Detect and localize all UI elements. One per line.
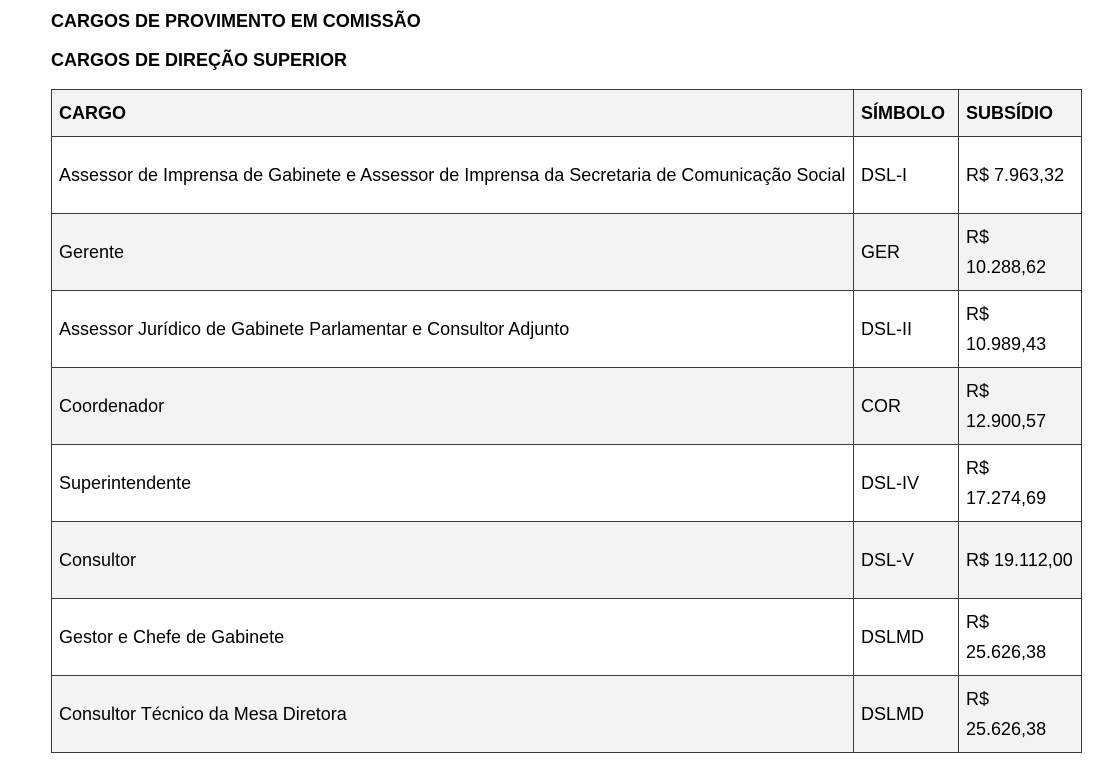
- cell-simbolo: DSLMD: [854, 676, 959, 753]
- cell-subsidio: R$ 12.900,57: [959, 368, 1082, 445]
- cell-cargo: Assessor Jurídico de Gabinete Parlamentar e Consultor Adjunto: [52, 291, 854, 368]
- cell-subsidio: R$ 25.626,38: [959, 676, 1082, 753]
- table-row: [52, 676, 1082, 753]
- cell-simbolo: DSL-II: [854, 291, 959, 368]
- cell-subsidio: R$ 10.989,43: [959, 291, 1082, 368]
- cell-cargo: Consultor: [52, 522, 854, 599]
- cell-cargo: Gestor e Chefe de Gabinete: [52, 599, 854, 676]
- cell-simbolo: DSLMD: [854, 599, 959, 676]
- cell-subsidio: R$ 25.626,38: [959, 599, 1082, 676]
- table-row: [52, 214, 1082, 291]
- section-title: CARGOS DE DIREÇÃO SUPERIOR: [51, 50, 348, 70]
- cargos-table: [51, 89, 1082, 753]
- cell-subsidio: R$ 17.274,69: [959, 445, 1082, 522]
- header-cargo: CARGO: [52, 90, 854, 137]
- table-row: [52, 368, 1082, 445]
- table-row: [52, 522, 1082, 599]
- table-row: [52, 599, 1082, 676]
- table-row: [52, 291, 1082, 368]
- cell-simbolo: DSL-V: [854, 522, 959, 599]
- header-subsidio: SUBSÍDIO: [959, 90, 1082, 137]
- cell-subsidio: R$ 7.963,32: [959, 137, 1082, 214]
- cell-subsidio: R$ 10.288,62: [959, 214, 1082, 291]
- cell-simbolo: GER: [854, 214, 959, 291]
- cell-simbolo: DSL-IV: [854, 445, 959, 522]
- cell-cargo: Assessor de Imprensa de Gabinete e Assessor de Imprensa da Secretaria de Comunicação Social: [52, 137, 854, 214]
- cell-simbolo: COR: [854, 368, 959, 445]
- cell-subsidio: R$ 19.112,00: [959, 522, 1082, 599]
- cell-cargo: Superintendente: [52, 445, 854, 522]
- page-title: CARGOS DE PROVIMENTO EM COMISSÃO: [51, 11, 421, 31]
- cell-cargo: Coordenador: [52, 368, 854, 445]
- header-simbolo: SÍMBOLO: [854, 90, 959, 137]
- cell-cargo: Consultor Técnico da Mesa Diretora: [52, 676, 854, 753]
- table-row: [52, 445, 1082, 522]
- table-row: [52, 137, 1082, 214]
- cell-cargo: Gerente: [52, 214, 854, 291]
- cell-simbolo: DSL-I: [854, 137, 959, 214]
- table-header-row: [52, 90, 1082, 137]
